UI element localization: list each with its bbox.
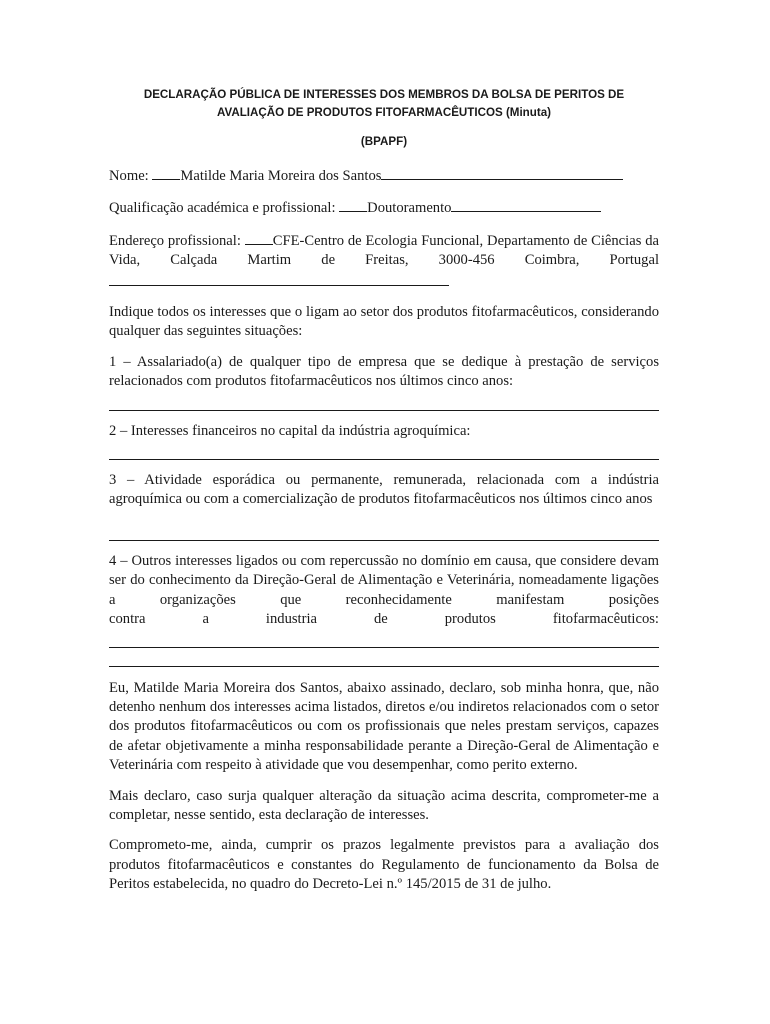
- commitment-paragraph-1: Mais declaro, caso surja qualquer alteração da situação acima descrita, comprometer-me a completar, nesse sentido, esta declaração de interesses.: [109, 787, 659, 823]
- qualification-label: Qualificação académica e profissional:: [109, 200, 336, 217]
- item-4-last-line: contra a industria de produtos fitofarmacêuticos:: [109, 611, 659, 628]
- qualification-value: Doutoramento: [367, 200, 452, 217]
- item-4-text: 4 – Outros interesses ligados ou com repercussão no domínio em causa, que considere devam ser do conhecimento da Direção-Geral de Alimentação e Veterinária, nomeadamente ligações a organizações que reconhecidamente manifestam posições: [109, 552, 659, 608]
- name-label: Nome:: [109, 168, 149, 184]
- intro-paragraph: Indique todos os interesses que o ligam ao setor dos produtos fitofarmacêuticos, considerando qualquer das seguintes situações:: [109, 304, 659, 340]
- item-3-answer-line: [109, 522, 659, 541]
- document-content: [109, 86, 659, 895]
- document-title: DECLARAÇÃO PÚBLICA DE INTERESSES DOS MEMBROS DA BOLSA DE PERITOS DE AVALIAÇÃO DE PRODUTOS FITOFARMACÊUTICOS (Minuta): [143, 88, 625, 119]
- item-3-text: 3 – Atividade esporádica ou permanente, remunerada, relacionada com a indústria agroquímica ou com a comercialização de produtos fitofarmacêuticos nos últimos cinco anos: [109, 472, 659, 508]
- name-value: Matilde Maria Moreira dos Santos: [180, 168, 382, 184]
- qualification-field: [109, 197, 659, 218]
- document-acronym: (BPAPF): [360, 135, 408, 148]
- item-4-answer-line-1: [109, 630, 659, 648]
- item-1-text: 1 – Assalariado(a) de qualquer tipo de empresa que se dedique à prestação de serviços relacionados com produtos fitofarmacêuticos nos últimos cinco anos:: [109, 353, 659, 390]
- qualification-underline-post: [451, 197, 601, 212]
- name-underline-post: [381, 165, 623, 180]
- name-field: [109, 165, 659, 186]
- declaration-paragraph: Eu, Matilde Maria Moreira dos Santos, abaixo assinado, declaro, sob minha honra, que, não detenho nenhum dos interesses acima listados, diretos e/ou indiretos relacionados com o setor dos produtos fitofarmacêuticos ou com os profissionais que neles prestam serviços, capazes de afetar objetivamente a minha responsabilidade perante a Direção-Geral de Alimentação e Veterinária com respeito à atividade que vou desempenhar, como perito externo.: [109, 679, 659, 774]
- item-4-answer-line-2: [109, 649, 659, 667]
- address-value: CFE-Centro de Ecologia Funcional, Departamento de Ciências da Vida, Calçada Martim de Freitas, 3000-456 Coimbra, Portugal: [109, 232, 659, 269]
- item-2-text: 2 – Interesses financeiros no capital da indústria agroquímica:: [109, 422, 471, 439]
- commitment-paragraph-2: Comprometo-me, ainda, cumprir os prazos legalmente previstos para a avaliação dos produtos fitofarmacêuticos e constantes do Regulamento de funcionamento da Bolsa de Peritos estabelecida, no quadro do Decreto-Lei n.º 145/2015 de 31 de julho.: [109, 837, 659, 893]
- address-label: Endereço profissional:: [109, 232, 241, 249]
- address-underline-post: [109, 271, 449, 286]
- address-underline-pre: [245, 230, 273, 245]
- item-1-answer-line: [109, 392, 659, 411]
- address-field: [109, 230, 659, 292]
- item-2-answer-line: [109, 441, 659, 460]
- name-underline-pre: [152, 165, 180, 180]
- qualification-underline-pre: [339, 197, 367, 212]
